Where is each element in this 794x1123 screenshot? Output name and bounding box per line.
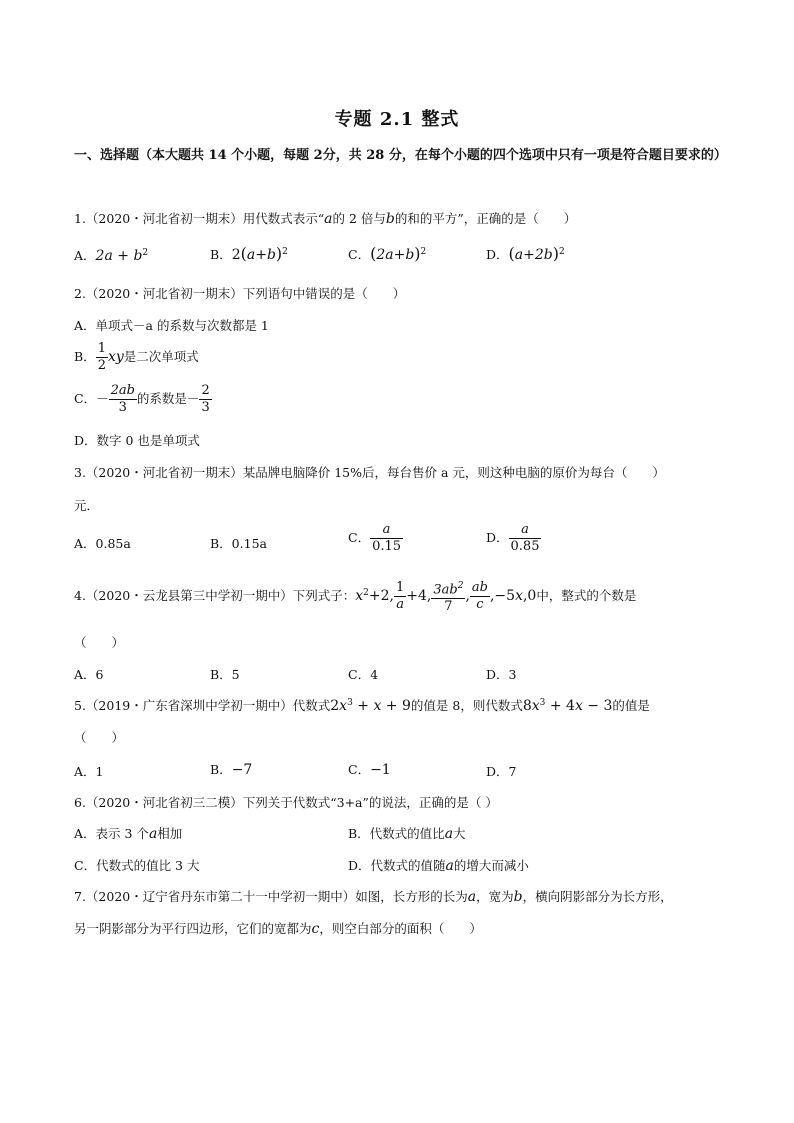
question-6-option-b: B．代数式的值比a大 bbox=[348, 826, 466, 842]
question-5-option-d: D．7 bbox=[486, 764, 517, 779]
question-2-stem: 2.（2020・河北省初一期末）下列语句中错误的是（ ） bbox=[74, 286, 406, 301]
question-5-option-c: C．−1 bbox=[348, 762, 391, 778]
question-1-option-d: D．$(a+2b)^2$ bbox=[486, 244, 565, 263]
question-6-option-c: C．代数式的值比 3 大 bbox=[74, 858, 200, 873]
question-2-option-a: A．单项式－a 的系数与次数都是 1 bbox=[74, 318, 269, 333]
question-6-option-a: A．表示 3 个a相加 bbox=[74, 826, 183, 842]
section-heading: 一、选择题（本大题共 14 个小题，每题 2分，共 28 分，在每个小题的四个选项中只有一项是符合题目要求的） bbox=[74, 148, 727, 163]
question-6-option-d: D．代数式的值随a的增大而减小 bbox=[348, 858, 529, 874]
question-5-option-b: B．−7 bbox=[210, 762, 253, 778]
question-5-option-a: A．1 bbox=[74, 764, 104, 779]
question-1-option-c: C．$(2a+b)^2$ bbox=[348, 244, 427, 263]
question-4-option-a: A．6 bbox=[74, 667, 104, 682]
question-3-option-c: C． $\frac{a}{0.15}$ bbox=[348, 522, 402, 554]
question-2-option-b: B． $\frac{1}{2}$ xy是二次单项式 bbox=[74, 341, 199, 373]
question-6-stem: 6.（2020・河北省初三二模）下列关于代数式“3+a”的说法，正确的是（ ） bbox=[74, 795, 498, 810]
question-1-option-a: A．$2a + b^2$ bbox=[74, 247, 149, 264]
question-7-stem: 7.（2020・辽宁省丹东市第二十一中学初一期中）如图，长方形的长为a，宽为b，横向阴影部分为长方形， bbox=[74, 889, 673, 905]
question-1-option-b: B．$2(a+b)^2$ bbox=[210, 244, 288, 263]
question-7-stem-cont: 另一阴影部分为平行四边形，它们的宽都为c，则空白部分的面积（ ） bbox=[74, 921, 482, 937]
question-5-stem: 5.（2019・广东省深圳中学初一期中）代数式$2x^3 + x + 9$的值是 8，则代数式$8x^3 + 4x - 3$的值是 bbox=[74, 697, 650, 714]
question-3-option-b: B．0.15a bbox=[210, 536, 267, 551]
question-4-option-b: B．5 bbox=[210, 667, 240, 682]
question-5-paren: （ ） bbox=[74, 730, 125, 745]
question-4-option-c: C．4 bbox=[348, 667, 379, 682]
question-2-option-c: C．－ $\frac{2ab}{3}$ 的系数是－ $\frac{2}{3}$ bbox=[74, 383, 210, 415]
question-3-stem: 3.（2020・河北省初一期末）某品牌电脑降价 15%后，每台售价 a 元，则这种电脑的原价为每台（ ） bbox=[74, 465, 665, 480]
question-4-stem: 4.（2020・云龙县第三中学初一期中）下列式子：$x^2+2$, $\frac{1}{a}$ +4, $\frac{3ab^2}{7}$ , $\frac{ab}{c}$ ,−5x,0中，整式的个数是 bbox=[74, 578, 636, 615]
question-4-paren: （ ） bbox=[74, 635, 125, 650]
question-3-option-a: A．0.85a bbox=[74, 536, 131, 551]
question-4-option-d: D．3 bbox=[486, 667, 517, 682]
question-1-stem: 1.（2020・河北省初一期末）用代数式表示“a的 2 倍与b的和的平方”，正确的是（ ） bbox=[74, 211, 577, 227]
page-title: 专题 2.1 整式 bbox=[334, 109, 460, 130]
question-3-option-d: D． $\frac{a}{0.85}$ bbox=[486, 522, 540, 554]
question-3-stem-cont: 元． bbox=[74, 498, 100, 513]
question-2-option-d: D．数字 0 也是单项式 bbox=[74, 433, 200, 448]
